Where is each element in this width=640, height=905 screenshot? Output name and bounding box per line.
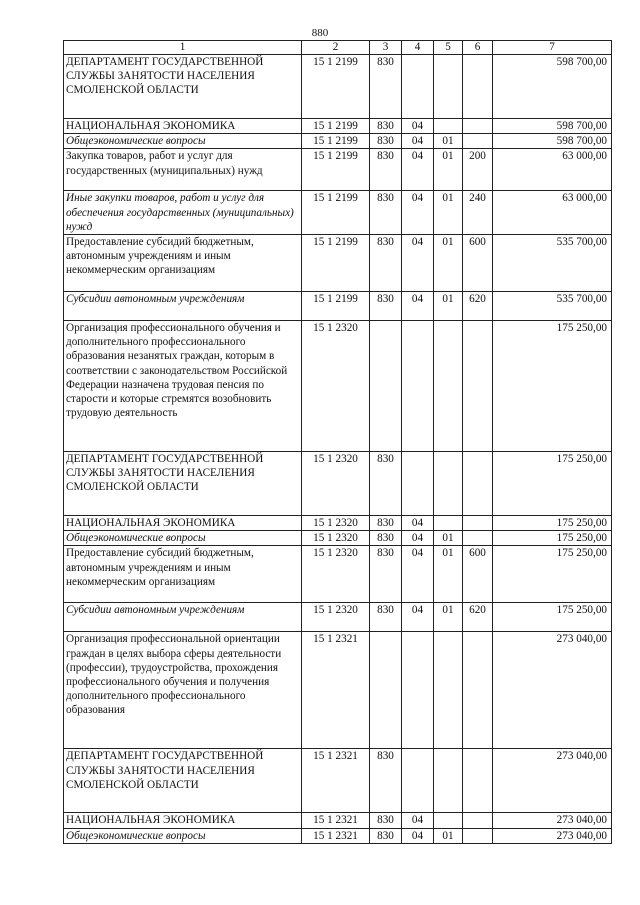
amount-cell: 535 700,00 <box>493 292 612 321</box>
amount-cell: 273 040,00 <box>493 828 612 843</box>
expense-type-code-cell <box>463 452 493 516</box>
table-row <box>64 813 612 828</box>
row-name-cell: ДЕПАРТАМЕНТ ГОСУДАРСТВЕННОЙ СЛУЖБЫ ЗАНЯТОСТИ НАСЕЛЕНИЯ СМОЛЕНСКОЙ ОБЛАСТИ <box>64 452 302 516</box>
expense-type-code-cell: 240 <box>463 191 493 235</box>
budget-table <box>63 40 612 844</box>
table-row <box>64 546 612 603</box>
subsection-code-cell: 01 <box>434 292 463 321</box>
amount-cell: 175 250,00 <box>493 452 612 516</box>
section-code-cell: 04 <box>402 828 434 843</box>
subsection-code-cell <box>434 749 463 813</box>
target-code-cell: 15 1 2199 <box>302 55 370 119</box>
target-code-cell: 15 1 2199 <box>302 119 370 134</box>
table-row <box>64 749 612 813</box>
section-code-cell <box>402 55 434 119</box>
target-code-cell: 15 1 2320 <box>302 546 370 603</box>
target-code-cell: 15 1 2320 <box>302 603 370 632</box>
amount-cell: 273 040,00 <box>493 813 612 828</box>
table-row <box>64 119 612 134</box>
row-name-cell: Предоставление субсидий бюджетным, автономным учреждениям и иным некоммерческим организациям <box>64 546 302 603</box>
section-code-cell: 04 <box>402 603 434 632</box>
section-code-cell: 04 <box>402 531 434 546</box>
expense-type-code-cell <box>463 55 493 119</box>
amount-cell: 598 700,00 <box>493 119 612 134</box>
subsection-code-cell <box>434 632 463 749</box>
amount-cell: 273 040,00 <box>493 749 612 813</box>
table-row <box>64 321 612 452</box>
expense-type-code-cell <box>463 321 493 452</box>
ministry-code-cell <box>370 632 402 749</box>
table-row <box>64 632 612 749</box>
ministry-code-cell: 830 <box>370 134 402 149</box>
column-header: 5 <box>434 41 463 55</box>
table-row <box>64 828 612 843</box>
subsection-code-cell <box>434 119 463 134</box>
target-code-cell: 15 1 2199 <box>302 134 370 149</box>
amount-cell: 63 000,00 <box>493 149 612 191</box>
section-code-cell: 04 <box>402 134 434 149</box>
target-code-cell: 15 1 2321 <box>302 813 370 828</box>
row-name-cell: Организация профессионального обучения и дополнительного профессионального образования незанятых граждан, которым в соответствии с законодательством Российской Федерации назначена трудовая пенсия по старости и которые стремятся возобновить трудовую деятельность <box>64 321 302 452</box>
table-row <box>64 235 612 292</box>
amount-cell: 598 700,00 <box>493 134 612 149</box>
row-name-cell: Общеэкономические вопросы <box>64 531 302 546</box>
subsection-code-cell: 01 <box>434 149 463 191</box>
table-row <box>64 603 612 632</box>
ministry-code-cell: 830 <box>370 546 402 603</box>
row-name-cell: Субсидии автономным учреждениям <box>64 292 302 321</box>
expense-type-code-cell: 200 <box>463 149 493 191</box>
row-name-cell: Общеэкономические вопросы <box>64 828 302 843</box>
table-row <box>64 134 612 149</box>
amount-cell: 63 000,00 <box>493 191 612 235</box>
row-name-cell: Иные закупки товаров, работ и услуг для обеспечения государственных (муниципальных) нужд <box>64 191 302 235</box>
expense-type-code-cell: 620 <box>463 292 493 321</box>
section-code-cell: 04 <box>402 191 434 235</box>
ministry-code-cell: 830 <box>370 55 402 119</box>
section-code-cell <box>402 749 434 813</box>
subsection-code-cell <box>434 321 463 452</box>
subsection-code-cell <box>434 516 463 531</box>
ministry-code-cell: 830 <box>370 531 402 546</box>
target-code-cell: 15 1 2199 <box>302 292 370 321</box>
row-name-cell: Общеэкономические вопросы <box>64 134 302 149</box>
row-name-cell: ДЕПАРТАМЕНТ ГОСУДАРСТВЕННОЙ СЛУЖБЫ ЗАНЯТОСТИ НАСЕЛЕНИЯ СМОЛЕНСКОЙ ОБЛАСТИ <box>64 749 302 813</box>
table-row <box>64 531 612 546</box>
subsection-code-cell: 01 <box>434 191 463 235</box>
table-row <box>64 292 612 321</box>
column-header: 6 <box>463 41 493 55</box>
subsection-code-cell: 01 <box>434 235 463 292</box>
target-code-cell: 15 1 2320 <box>302 452 370 516</box>
target-code-cell: 15 1 2320 <box>302 321 370 452</box>
expense-type-code-cell <box>463 516 493 531</box>
row-name-cell: НАЦИОНАЛЬНАЯ ЭКОНОМИКА <box>64 813 302 828</box>
ministry-code-cell: 830 <box>370 828 402 843</box>
target-code-cell: 15 1 2199 <box>302 191 370 235</box>
section-code-cell <box>402 632 434 749</box>
section-code-cell: 04 <box>402 516 434 531</box>
amount-cell: 175 250,00 <box>493 603 612 632</box>
ministry-code-cell: 830 <box>370 292 402 321</box>
amount-cell: 598 700,00 <box>493 55 612 119</box>
amount-cell: 535 700,00 <box>493 235 612 292</box>
subsection-code-cell: 01 <box>434 828 463 843</box>
table-row <box>64 55 612 119</box>
expense-type-code-cell <box>463 531 493 546</box>
section-code-cell: 04 <box>402 813 434 828</box>
ministry-code-cell: 830 <box>370 235 402 292</box>
table-body <box>64 55 612 844</box>
column-header: 3 <box>370 41 402 55</box>
column-header: 2 <box>302 41 370 55</box>
section-code-cell: 04 <box>402 119 434 134</box>
row-name-cell: НАЦИОНАЛЬНАЯ ЭКОНОМИКА <box>64 119 302 134</box>
section-code-cell <box>402 321 434 452</box>
section-code-cell: 04 <box>402 149 434 191</box>
expense-type-code-cell: 600 <box>463 235 493 292</box>
target-code-cell: 15 1 2199 <box>302 235 370 292</box>
table-row <box>64 191 612 235</box>
amount-cell: 273 040,00 <box>493 632 612 749</box>
target-code-cell: 15 1 2321 <box>302 632 370 749</box>
ministry-code-cell: 830 <box>370 452 402 516</box>
amount-cell: 175 250,00 <box>493 516 612 531</box>
table-header-row <box>64 41 612 55</box>
row-name-cell: Предоставление субсидий бюджетным, автономным учреждениям и иным некоммерческим организациям <box>64 235 302 292</box>
ministry-code-cell: 830 <box>370 516 402 531</box>
section-code-cell: 04 <box>402 292 434 321</box>
page-number: 880 <box>311 27 329 39</box>
column-header: 1 <box>64 41 302 55</box>
subsection-code-cell <box>434 813 463 828</box>
table-row <box>64 149 612 191</box>
expense-type-code-cell <box>463 813 493 828</box>
expense-type-code-cell: 600 <box>463 546 493 603</box>
expense-type-code-cell <box>463 828 493 843</box>
subsection-code-cell <box>434 452 463 516</box>
expense-type-code-cell <box>463 749 493 813</box>
row-name-cell: Организация профессиональной ориентации граждан в целях выбора сферы деятельности (профессии), трудоустройства, прохождения профессионального обучения и получения дополнительного профессионального образования <box>64 632 302 749</box>
column-header: 7 <box>493 41 612 55</box>
target-code-cell: 15 1 2321 <box>302 749 370 813</box>
ministry-code-cell: 830 <box>370 603 402 632</box>
target-code-cell: 15 1 2320 <box>302 531 370 546</box>
expense-type-code-cell <box>463 119 493 134</box>
expense-type-code-cell <box>463 134 493 149</box>
table-row <box>64 452 612 516</box>
row-name-cell: Субсидии автономным учреждениям <box>64 603 302 632</box>
subsection-code-cell: 01 <box>434 603 463 632</box>
amount-cell: 175 250,00 <box>493 546 612 603</box>
column-header: 4 <box>402 41 434 55</box>
row-name-cell: Закупка товаров, работ и услуг для государственных (муниципальных) нужд <box>64 149 302 191</box>
ministry-code-cell: 830 <box>370 119 402 134</box>
subsection-code-cell: 01 <box>434 134 463 149</box>
ministry-code-cell <box>370 321 402 452</box>
section-code-cell: 04 <box>402 235 434 292</box>
expense-type-code-cell <box>463 632 493 749</box>
amount-cell: 175 250,00 <box>493 321 612 452</box>
subsection-code-cell: 01 <box>434 531 463 546</box>
ministry-code-cell: 830 <box>370 749 402 813</box>
amount-cell: 175 250,00 <box>493 531 612 546</box>
row-name-cell: НАЦИОНАЛЬНАЯ ЭКОНОМИКА <box>64 516 302 531</box>
target-code-cell: 15 1 2320 <box>302 516 370 531</box>
ministry-code-cell: 830 <box>370 191 402 235</box>
section-code-cell <box>402 452 434 516</box>
expense-type-code-cell: 620 <box>463 603 493 632</box>
target-code-cell: 15 1 2199 <box>302 149 370 191</box>
table-row <box>64 516 612 531</box>
target-code-cell: 15 1 2321 <box>302 828 370 843</box>
row-name-cell: ДЕПАРТАМЕНТ ГОСУДАРСТВЕННОЙ СЛУЖБЫ ЗАНЯТОСТИ НАСЕЛЕНИЯ СМОЛЕНСКОЙ ОБЛАСТИ <box>64 55 302 119</box>
ministry-code-cell: 830 <box>370 149 402 191</box>
ministry-code-cell: 830 <box>370 813 402 828</box>
subsection-code-cell: 01 <box>434 546 463 603</box>
subsection-code-cell <box>434 55 463 119</box>
section-code-cell: 04 <box>402 546 434 603</box>
